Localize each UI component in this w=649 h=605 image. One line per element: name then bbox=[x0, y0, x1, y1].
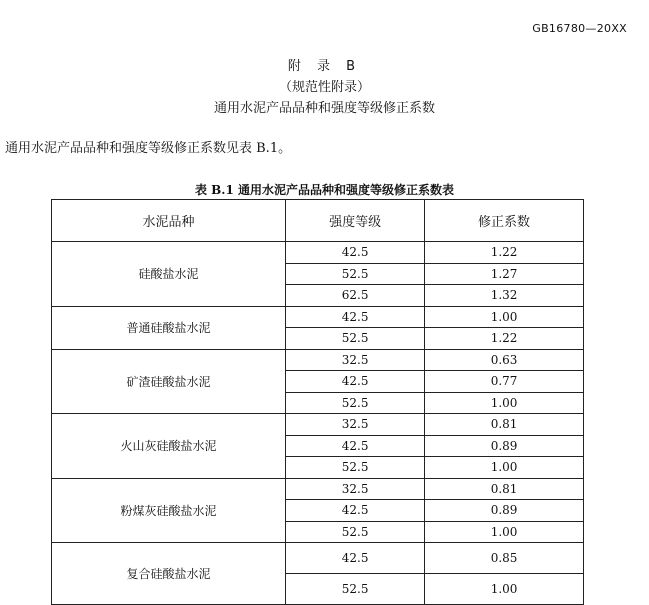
coefficient-cell: 1.00 bbox=[425, 457, 584, 479]
appendix-title: 附 录 B bbox=[287, 59, 362, 74]
strength-grade-cell: 42.5 bbox=[286, 435, 425, 457]
strength-grade-cell: 42.5 bbox=[286, 500, 425, 522]
standard-number: GB16780—20XX bbox=[532, 22, 627, 35]
coefficient-cell: 0.81 bbox=[425, 414, 584, 436]
table-row bbox=[52, 543, 584, 574]
table-caption: 表 B.1 通用水泥产品品种和强度等级修正系数表 bbox=[194, 183, 455, 197]
coefficient-cell: 0.77 bbox=[425, 371, 584, 393]
table-row bbox=[52, 242, 584, 264]
coefficient-cell: 1.22 bbox=[425, 328, 584, 350]
coefficient-cell: 0.89 bbox=[425, 435, 584, 457]
coefficient-cell: 1.00 bbox=[425, 306, 584, 328]
strength-grade-cell: 32.5 bbox=[286, 349, 425, 371]
strength-grade-cell: 42.5 bbox=[286, 371, 425, 393]
coefficient-cell: 0.81 bbox=[425, 478, 584, 500]
strength-grade-cell: 52.5 bbox=[286, 574, 425, 605]
strength-grade-cell: 52.5 bbox=[286, 263, 425, 285]
table-header-row bbox=[52, 200, 584, 242]
coefficient-cell: 1.27 bbox=[425, 263, 584, 285]
cement-type-cell: 火山灰硅酸盐水泥 bbox=[52, 414, 286, 479]
table-row bbox=[52, 349, 584, 371]
coefficient-cell: 0.63 bbox=[425, 349, 584, 371]
cement-type-cell: 粉煤灰硅酸盐水泥 bbox=[52, 478, 286, 543]
strength-grade-cell: 42.5 bbox=[286, 306, 425, 328]
strength-grade-cell: 52.5 bbox=[286, 521, 425, 543]
strength-grade-cell: 52.5 bbox=[286, 457, 425, 479]
strength-grade-cell: 32.5 bbox=[286, 478, 425, 500]
header-correction-coefficient: 修正系数 bbox=[425, 200, 584, 242]
appendix-note: （规范性附录） bbox=[278, 80, 370, 95]
strength-grade-cell: 42.5 bbox=[286, 242, 425, 264]
header-strength-grade: 强度等级 bbox=[286, 200, 425, 242]
table-row bbox=[52, 478, 584, 500]
coefficient-cell: 1.00 bbox=[425, 521, 584, 543]
coefficient-table bbox=[51, 199, 584, 605]
coefficient-cell: 1.22 bbox=[425, 242, 584, 264]
table-row bbox=[52, 306, 584, 328]
coefficient-cell: 1.00 bbox=[425, 574, 584, 605]
strength-grade-cell: 62.5 bbox=[286, 285, 425, 307]
strength-grade-cell: 52.5 bbox=[286, 392, 425, 414]
appendix-subtitle: 通用水泥产品品种和强度等级修正系数 bbox=[213, 101, 435, 116]
coefficient-cell: 0.85 bbox=[425, 543, 584, 574]
header-cement-type: 水泥品种 bbox=[52, 200, 286, 242]
strength-grade-cell: 42.5 bbox=[286, 543, 425, 574]
intro-paragraph: 通用水泥产品品种和强度等级修正系数见表 B.1。 bbox=[5, 141, 292, 156]
cement-type-cell: 复合硅酸盐水泥 bbox=[52, 543, 286, 605]
cement-type-cell: 普通硅酸盐水泥 bbox=[52, 306, 286, 349]
cement-type-cell: 矿渣硅酸盐水泥 bbox=[52, 349, 286, 414]
coefficient-cell: 1.32 bbox=[425, 285, 584, 307]
table-row bbox=[52, 414, 584, 436]
coefficient-cell: 1.00 bbox=[425, 392, 584, 414]
strength-grade-cell: 32.5 bbox=[286, 414, 425, 436]
strength-grade-cell: 52.5 bbox=[286, 328, 425, 350]
coefficient-cell: 0.89 bbox=[425, 500, 584, 522]
cement-type-cell: 硅酸盐水泥 bbox=[52, 242, 286, 307]
